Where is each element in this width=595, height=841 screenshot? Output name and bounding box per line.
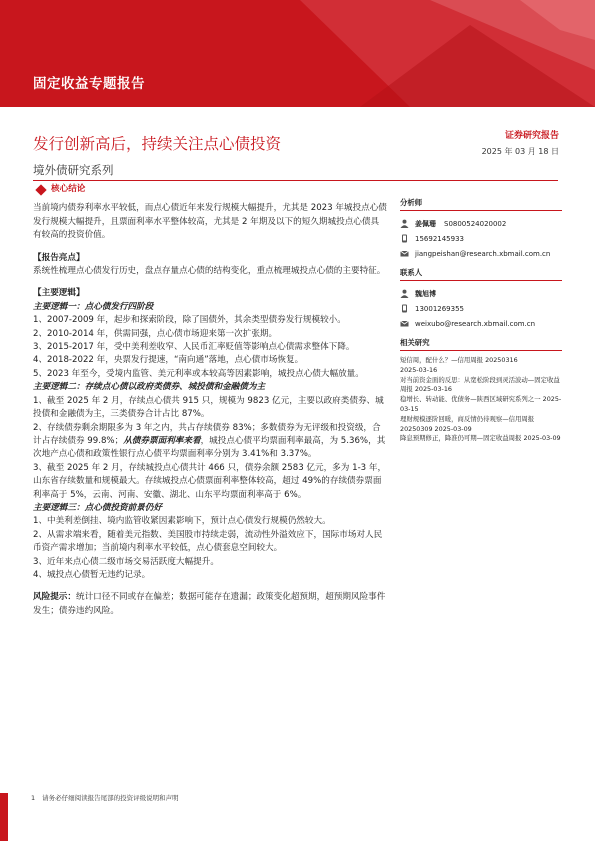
related-item[interactable]: 短信周，配什么？—信用周报 20250316: [400, 356, 518, 364]
analyst-phone: 15692145933: [415, 234, 464, 243]
logic-three-item: 3、近年来点心债二级市场交易活跃度大幅提升。: [33, 556, 219, 567]
report-title: 发行创新高后，持续关注点心债投资: [33, 135, 282, 153]
footer-accent-bar: [0, 793, 8, 841]
highlights-heading: 【报告亮点】: [33, 252, 85, 263]
logic-three-item: 4、城投点心债暂无违约记录。: [33, 569, 151, 580]
logic-one-heading: 主要逻辑一：点心债发行四阶段: [33, 301, 154, 312]
contact-heading: 联系人: [400, 267, 562, 281]
report-series: 境外债研究系列: [33, 163, 114, 177]
analyst-license: S0800524020002: [444, 219, 507, 228]
highlights-text: 系统性梳理点心债发行历史，盘点存量点心债的结构变化，重点梳理城投点心债的主要特征。: [33, 266, 386, 277]
contact-phone: 13001269355: [415, 304, 464, 313]
related-list: [400, 356, 562, 444]
email-icon: [400, 249, 409, 258]
logic-two-item: 1、截至 2025 年 2 月，存续点心债共 915 只，规模为 9823 亿元，主要以政府类债券、城投债和金融债为主，三类债券合计占比 87%。: [33, 395, 384, 420]
contact-name-row: [400, 286, 562, 301]
core-conclusion-heading: [33, 183, 387, 196]
logic-one-item: 3、2015-2017 年，受中美利差收窄、人民币汇率贬值等影响点心债需求整体下降。: [33, 342, 355, 353]
logic-one-item: 4、2018-2022 年，央票发行提速，“南向通”落地，点心债市场恢复。: [33, 355, 304, 366]
contact-phone-row: [400, 301, 562, 316]
title-divider: [33, 180, 558, 181]
email-icon: [400, 319, 409, 328]
phone-icon: [400, 304, 409, 313]
analyst-email-row[interactable]: [400, 246, 562, 261]
diamond-icon: [35, 184, 46, 195]
contact-email[interactable]: weixubo@research.xbmail.com.cn: [415, 319, 536, 328]
analyst-name-row: [400, 216, 562, 231]
person-icon: [400, 289, 409, 298]
report-date: 2025 年 03 月 18 日: [481, 147, 559, 156]
logic-two-item: 3、截至 2025 年 2 月，存续城投点心债共计 466 只，债券余额 2583 亿元，多为 1-3 年，山东省存续数量和规模最大。存续城投点心债票面利率整体较高，超过 49%的存续债券票面利率高于 5%，云南、河南、安徽、湖北、山东平均票面利率高于 6%。: [33, 462, 387, 500]
logic-three-heading: 主要逻辑三：点心债投资前景仍好: [33, 502, 162, 513]
logic-heading: 【主要逻辑】: [33, 288, 85, 299]
related-item[interactable]: 稳增长、转动能、优债务—陕西区域研究系列之一 2025-03-15: [400, 395, 562, 413]
person-icon: [400, 219, 409, 228]
logic-two-heading: 主要逻辑二：存续点心债以政府类债券、城投债和金融债为主: [33, 382, 266, 393]
analyst-name: 姜佩珊: [415, 219, 436, 228]
contact-email-row[interactable]: [400, 316, 562, 331]
contact-name: 魏旭博: [415, 289, 436, 298]
header-banner: [0, 0, 595, 107]
sidebar: [400, 197, 562, 444]
related-item[interactable]: 理财规模逐阶回暖，商反情仍待观察—信用周报 20250309 2025-03-09: [400, 414, 535, 433]
phone-icon: [400, 234, 409, 243]
analyst-phone-row: [400, 231, 562, 246]
banner-title: 固定收益专题报告: [33, 76, 145, 92]
analyst-heading: 分析师: [400, 197, 562, 211]
related-item[interactable]: 降息预期修正，降准仍可期—固定收益周报 2025-03-09: [400, 434, 561, 443]
logic-one-item: 2、2010-2014 年，供需同强，点心债市场迎来第一次扩张期。: [33, 328, 278, 339]
logic-two-item: 2、存续债券剩余期限多为 3 年之内，共占存续债券 83%；多数债券为无评级和投资级，合计占存续债券 99.8%；从债券票面利率来看，城投点心债平均票面利率最高，为 5.36%，其次地产点心债和政策性银行点心债平均票面利率分别为 3.41%和 3.37%。: [33, 422, 386, 460]
footer-disclaimer: 请务必仔细阅读报告尾部的投资评级说明和声明: [42, 794, 179, 802]
risk-warning: 风险提示：统计口径不同或存在偏差；数据可能存在遗漏；政策变化超预期，超预期风险事件发生；债券违约风险。: [33, 592, 386, 616]
logic-three-item: 1、中美利差倒挂、境内监管收紧因素影响下，预计点心债发行规模仍然较大。: [33, 516, 331, 527]
analyst-email[interactable]: jiangpeishan@research.xbmail.com.cn: [415, 249, 551, 258]
related-heading: 相关研究: [400, 337, 562, 351]
related-item[interactable]: 2025-03-16: [400, 365, 438, 374]
logic-one-item: 5、2023 年至今，受境内监管、美元利率或本较高等因素影响，城投点心债大幅放量。: [33, 368, 364, 379]
logic-one-item: 1、2007-2009 年，起步和探索阶段，除了国债外，其余类型债券发行规模较小。: [33, 315, 346, 326]
page-footer: [31, 793, 179, 802]
report-type: 证券研究报告: [504, 131, 559, 141]
logic-three-item: 2、从需求端来看，随着美元指数、美国股市持续走弱，流动性外溢效应下，国际市场对人民币资产需求增加；当前境内利率水平较低，点心债套息空间较大。: [33, 529, 383, 554]
page-number: 1: [31, 793, 36, 802]
related-item[interactable]: 对当前资金面的反思：从宽松阶段到灵活波动—固定收益周报 2025-03-16: [400, 375, 560, 394]
core-summary: 当前境内债券利率水平较低，而点心债近年来发行规模大幅提升，尤其是 2023 年城投点心债发行规模大幅提升，且票面利率水平整体较高，尤其是 2 年期及以下的短久期城投点心债具有较高的投资价值。: [33, 203, 387, 241]
main-content: [33, 183, 387, 618]
core-conclusion-label: 核心结论: [51, 184, 86, 194]
